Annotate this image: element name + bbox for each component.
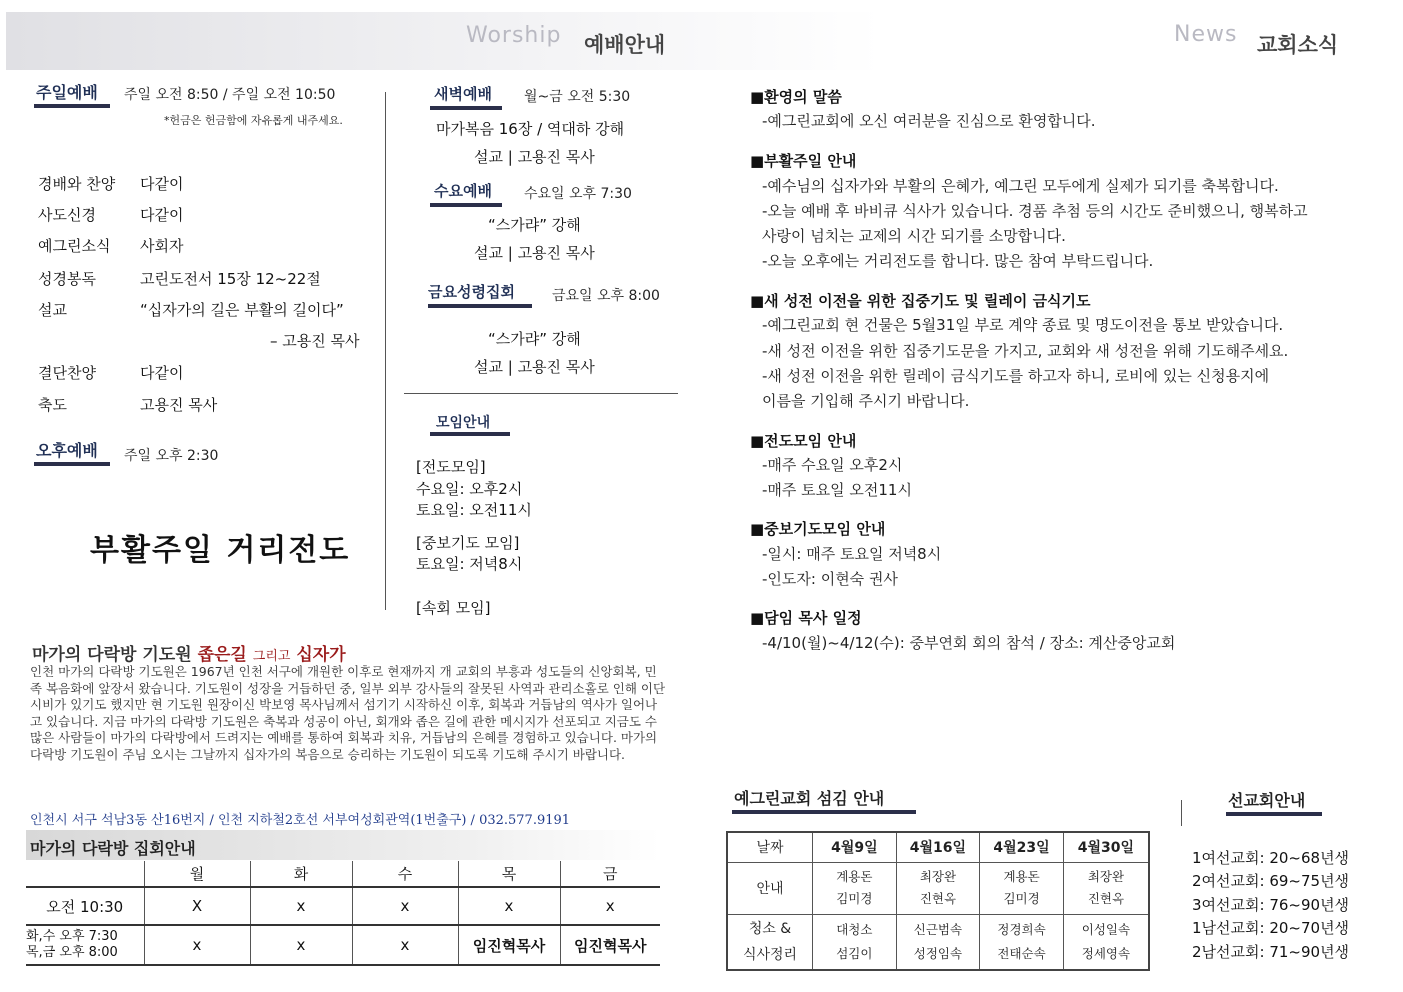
worship-header-en: Worship <box>466 23 562 48</box>
missions-underline <box>1226 812 1322 816</box>
meeting-line: [전도모임] <box>416 458 486 476</box>
worship-header-ko: 예배안내 <box>584 33 666 57</box>
serving-name: 계용돈 <box>1003 869 1040 884</box>
prayer-house-name: 마가의 다락방 기도원 <box>32 645 192 665</box>
news-heading: ■중보기도모임 안내 <box>750 520 886 538</box>
news-line: -인도자: 이현숙 권사 <box>762 570 898 588</box>
serving-name: 계용돈 <box>836 869 873 884</box>
serving-name: 최장완 <box>919 869 957 884</box>
schedule-time: 목,금 오후 8:00 <box>26 945 118 960</box>
order-value: 사회자 <box>140 237 184 255</box>
news-line: 사랑이 넘치는 교제의 시간 되기를 소망합니다. <box>762 227 1066 245</box>
news-line: -새 성전 이전을 위한 집중기도문을 가지고, 교회와 새 성전을 위해 기도해주세요. <box>762 342 1289 360</box>
wednesday-text: “스가랴” 강해 <box>488 216 581 234</box>
serving-name: 섬김이 <box>836 945 873 961</box>
schedule-cell: x <box>250 887 352 925</box>
news-heading: ■전도모임 안내 <box>750 432 857 450</box>
serving-name: 최장완 <box>1087 869 1125 884</box>
schedule-title: 마가의 다락방 집회안내 <box>30 839 196 858</box>
serving-name: 성정임속 <box>913 945 963 961</box>
serving-name: 정세영속 <box>1081 945 1131 961</box>
news-line: -4/10(월)~4/12(수): 중부연회 회의 참석 / 장소: 계산중앙교회 <box>762 634 1176 652</box>
news-heading: ■환영의 말씀 <box>750 88 842 106</box>
schedule-cell: 임진혁목사 <box>458 925 560 965</box>
meetings-underline <box>430 432 510 436</box>
event-title: 부활주일 거리전도 <box>90 533 351 568</box>
serving-title: 예그린교회 섬김 안내 <box>734 789 885 808</box>
day-header: 금 <box>560 861 660 887</box>
serving-cell <box>896 862 980 914</box>
mission-line: 2여선교회: 69~75년생 <box>1192 872 1350 890</box>
meeting-line: 토요일: 저녁8시 <box>416 555 523 573</box>
schedule-cell: x <box>560 887 660 925</box>
dawn-preacher: 설교 | 고용진 목사 <box>474 148 595 166</box>
dawn-time: 월~금 오전 5:30 <box>524 89 631 105</box>
friday-underline <box>428 304 532 308</box>
sunday-underline <box>34 104 110 108</box>
sermon-title: “십자가의 길은 부활의 길이다” <box>140 301 344 319</box>
serving-header: 4월23일 <box>980 832 1064 862</box>
news-line: -오늘 예배 후 바비큐 식사가 있습니다. 경품 추첨 등의 시간도 준비했으니, 행복하고 <box>762 202 1308 220</box>
schedule-cell: X <box>144 887 250 925</box>
serving-name: 진현옥 <box>919 891 957 906</box>
schedule-cell: x <box>458 887 560 925</box>
column-divider <box>385 92 386 610</box>
serving-header: 날짜 <box>727 832 813 862</box>
cross-text: 십자가 <box>296 645 346 665</box>
worship-header-band <box>6 12 882 70</box>
meeting-line: [속회 모임] <box>416 599 491 617</box>
schedule-header-row <box>26 861 660 887</box>
prayer-house-address: 인천시 서구 석남3동 산16번지 / 인천 지하철2호선 서부여성회관역(1번출구) / 032.577.9191 <box>30 813 571 828</box>
wednesday-underline <box>430 203 502 207</box>
order-label: 성경봉독 <box>38 270 96 288</box>
serving-label-line: 청소 & <box>748 920 792 937</box>
afternoon-title: 오후예배 <box>36 441 98 460</box>
mission-line: 1여선교회: 20~68년생 <box>1192 849 1350 867</box>
prayer-house-paragraph: 인천 마가의 다락방 기도원은 1967년 인천 서구에 개원한 이후로 현재까지 개 교회의 부흥과 성도들의 신앙회복, 민족 복음화에 앞장서 왔습니다. 기도원이 성장을 거듭하던 중, 일부 외부 강사들의 잘못된 사역과 관리소홀로 인해 이단 시비가 있기도 했지만 현 기도원 원장이신 박보영 목사님께서 섬기기 시작하신 이후, 회복과 거듭남의 역사가 일어나고 있습니다. 지금 마가의 다락방 기도원은 축복과 성공이 아닌, 회개와 좁은 길에 관한 메시지가 선포되고 지금도 수많은 사람들이 마가의 다락방에서 드려지는 예배를 통하여 회복과 치유, 거듭남의 은혜를 경험하고 있습니다. 마가의 다락방 기도원이 주님 오시는 그날까지 십자가의 복음으로 승리하는 기도원이 되도록 기도해 주시기 바랍니다. <box>30 664 666 762</box>
schedule-cell: x <box>352 925 458 965</box>
serving-cell <box>980 914 1064 970</box>
schedule-cell: x <box>250 925 352 965</box>
mission-line: 1남선교회: 20~70년생 <box>1192 919 1350 937</box>
schedule-cell: 임진혁목사 <box>560 925 660 965</box>
serving-name: 정경희속 <box>997 921 1046 937</box>
table-row <box>727 914 1149 970</box>
serving-label-line: 식사정리 <box>742 946 798 963</box>
serving-cell <box>813 862 897 914</box>
mission-line: 3여선교회: 76~90년생 <box>1192 896 1350 914</box>
meeting-line: 수요일: 오후2시 <box>416 480 523 498</box>
dawn-underline <box>430 106 502 110</box>
serving-header: 4월30일 <box>1063 832 1149 862</box>
wednesday-time: 수요일 오후 7:30 <box>524 186 632 202</box>
serving-cell <box>896 914 980 970</box>
meeting-line: 토요일: 오전11시 <box>416 501 532 519</box>
news-header-en: News <box>1174 22 1238 47</box>
table-row <box>727 862 1149 914</box>
sermon-preacher: – 고용진 목사 <box>270 332 360 350</box>
serving-underline <box>732 810 916 814</box>
news-heading: ■담임 목사 일정 <box>750 609 862 627</box>
schedule-time-evening <box>26 925 144 965</box>
serving-name: 진현옥 <box>1087 891 1125 906</box>
friday-preacher: 설교 | 고용진 목사 <box>474 358 595 376</box>
afternoon-underline <box>34 462 110 466</box>
news-line: -매주 토요일 오전11시 <box>762 481 912 499</box>
serving-cell <box>1063 914 1149 970</box>
prayer-house-title <box>32 640 346 665</box>
and-text: 그리고 <box>252 649 291 664</box>
order-label: 설교 <box>38 301 67 319</box>
wednesday-preacher: 설교 | 고용진 목사 <box>474 244 595 262</box>
meeting-line: [중보기도 모임] <box>416 534 520 552</box>
schedule-cell: x <box>352 887 458 925</box>
serving-label: 안내 <box>727 862 813 914</box>
missions-title: 선교회안내 <box>1228 791 1306 810</box>
missions-divider <box>1181 800 1182 826</box>
order-label: 결단찬양 <box>38 364 96 382</box>
news-line: -예그린교회 현 건물은 5월31일 부로 계약 종료 및 명도이전을 통보 받았습니다. <box>762 316 1284 334</box>
serving-label <box>727 914 813 970</box>
dawn-title: 새벽예배 <box>434 85 492 103</box>
serving-header: 4월9일 <box>813 832 897 862</box>
serving-name: 김미경 <box>836 891 873 906</box>
table-row <box>26 925 660 965</box>
news-header-ko: 교회소식 <box>1257 33 1339 57</box>
serving-cell <box>813 914 897 970</box>
schedule-time: 오전 10:30 <box>46 897 124 916</box>
news-line: -일시: 매주 토요일 저녁8시 <box>762 545 942 563</box>
order-label: 예그린소식 <box>38 237 111 255</box>
news-line: -예그린교회에 오신 여러분을 진심으로 환영합니다. <box>762 112 1096 130</box>
order-value: 다같이 <box>140 364 184 382</box>
meetings-title: 모임안내 <box>436 415 491 431</box>
sunday-time: 주일 오전 8:50 / 주일 오전 10:50 <box>124 87 336 103</box>
schedule-table <box>26 861 660 966</box>
serving-table <box>726 831 1150 971</box>
serving-header-row <box>727 832 1149 862</box>
serving-name: 신근범속 <box>913 921 963 937</box>
afternoon-time: 주일 오후 2:30 <box>124 448 219 464</box>
order-value: 다같이 <box>140 206 184 224</box>
day-header: 목 <box>458 861 560 887</box>
serving-cell <box>980 862 1064 914</box>
wednesday-title: 수요예배 <box>434 182 492 200</box>
serving-header: 4월16일 <box>896 832 980 862</box>
order-value: 다같이 <box>140 175 184 193</box>
news-line: -매주 수요일 오후2시 <box>762 456 903 474</box>
news-line: -오늘 오후에는 거리전도를 합니다. 많은 참여 부탁드립니다. <box>762 252 1154 270</box>
order-label: 경배와 찬양 <box>38 175 116 193</box>
sunday-title: 주일예배 <box>36 83 98 102</box>
day-header: 화 <box>250 861 352 887</box>
friday-title: 금요성령집회 <box>428 283 515 301</box>
order-label: 축도 <box>38 396 67 414</box>
offering-note: *헌금은 헌금함에 자유롭게 내주세요. <box>164 114 343 127</box>
news-heading: ■부활주일 안내 <box>750 152 857 170</box>
serving-cell <box>1063 862 1149 914</box>
serving-name: 이성일속 <box>1081 921 1131 937</box>
day-header: 수 <box>352 861 458 887</box>
friday-text: “스가랴” 강해 <box>488 330 581 348</box>
meetings-separator <box>404 393 678 394</box>
friday-time: 금요일 오후 8:00 <box>552 288 660 304</box>
news-heading: ■새 성전 이전을 위한 집중기도 및 릴레이 금식기도 <box>750 292 1091 310</box>
order-value: 고용진 목사 <box>140 396 218 414</box>
news-line: -새 성전 이전을 위한 릴레이 금식기도를 하고자 하니, 로비에 있는 신청용지에 <box>762 367 1270 385</box>
order-value: 고린도전서 15장 12~22절 <box>140 270 321 288</box>
schedule-time: 화,수 오후 7:30 <box>26 929 118 944</box>
table-row <box>26 887 660 925</box>
news-line: -예수님의 십자가와 부활의 은혜가, 예그린 모두에게 실제가 되기를 축복합니다. <box>762 177 1279 195</box>
serving-name: 대청소 <box>836 921 873 937</box>
order-label: 사도신경 <box>38 206 96 224</box>
mission-line: 2남선교회: 71~90년생 <box>1192 943 1350 961</box>
news-line: 이름을 기입해 주시기 바랍니다. <box>762 392 970 410</box>
schedule-cell: x <box>144 925 250 965</box>
dawn-text: 마가복음 16장 / 역대하 강해 <box>436 120 625 138</box>
day-header: 월 <box>144 861 250 887</box>
serving-name: 전태순속 <box>997 945 1046 961</box>
serving-name: 김미경 <box>1003 891 1040 906</box>
narrow-road-text: 좁은길 <box>197 645 247 665</box>
